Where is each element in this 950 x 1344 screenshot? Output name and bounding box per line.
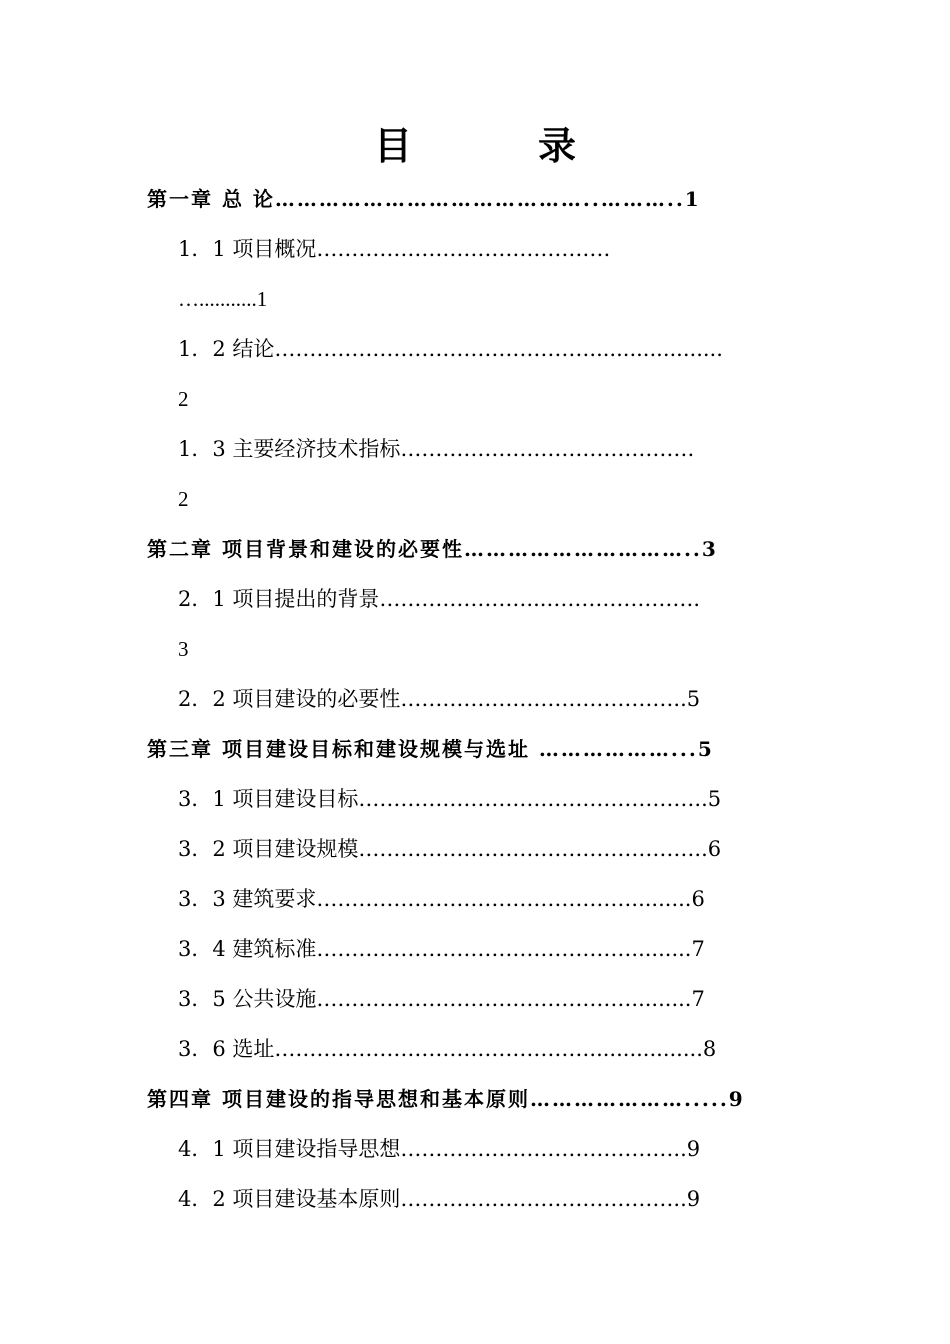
toc-chapter-2[interactable]: 第二章 项目背景和建设的必要性…………………………..3 xyxy=(147,537,718,561)
title-char-right: 录 xyxy=(538,123,577,168)
toc-section-2-2[interactable]: 2．2 项目建设的必要性…………………………………..5 xyxy=(178,687,701,711)
toc-section-2-1-page[interactable]: 3 xyxy=(178,637,189,661)
toc-chapter-4[interactable]: 第四章 项目建设的指导思想和基本原则………………….....9 xyxy=(147,1087,745,1111)
toc-section-2-1[interactable]: 2．1 项目提出的背景…………………...…………………. xyxy=(178,587,701,611)
toc-section-4-1[interactable]: 4．1 项目建设指导思想…………………………………..9 xyxy=(178,1137,701,1161)
toc-section-1-2[interactable]: 1．2 结论……………………………………….................... xyxy=(178,337,723,361)
toc-chapter-3[interactable]: 第三章 项目建设目标和建设规模与选址 ………………...5 xyxy=(147,737,714,761)
toc-section-3-3[interactable]: 3．3 建筑要求……………………………………….........6 xyxy=(178,887,705,911)
toc-section-3-1[interactable]: 3．1 项目建设目标…………………………………………..5 xyxy=(178,787,722,811)
toc-section-4-2[interactable]: 4．2 项目建设基本原则…………………………………..9 xyxy=(178,1187,701,1211)
toc-section-1-1[interactable]: 1．1 项目概况…………………………………… xyxy=(178,237,611,261)
toc-section-1-3-page[interactable]: 2 xyxy=(178,487,189,511)
toc-section-1-1-page[interactable]: …...........1 xyxy=(178,287,268,311)
page-title xyxy=(0,118,950,174)
toc-section-1-3[interactable]: 1．3 主要经济技术指标…………………………………… xyxy=(178,437,695,461)
toc-section-1-2-page[interactable]: 2 xyxy=(178,387,189,411)
title-char-left: 目 xyxy=(373,123,412,168)
toc-section-3-6[interactable]: 3．6 选址……………………………………….................8 xyxy=(178,1037,717,1061)
toc-section-3-4[interactable]: 3．4 建筑标准……………………………………….........7 xyxy=(178,937,705,961)
toc-section-3-2[interactable]: 3．2 项目建设规模…………………………………………..6 xyxy=(178,837,722,861)
toc-chapter-1[interactable]: 第一章 总 论……………………………………..………..1 xyxy=(147,187,701,211)
toc-section-3-5[interactable]: 3．5 公共设施……………………………………….........7 xyxy=(178,987,705,1011)
